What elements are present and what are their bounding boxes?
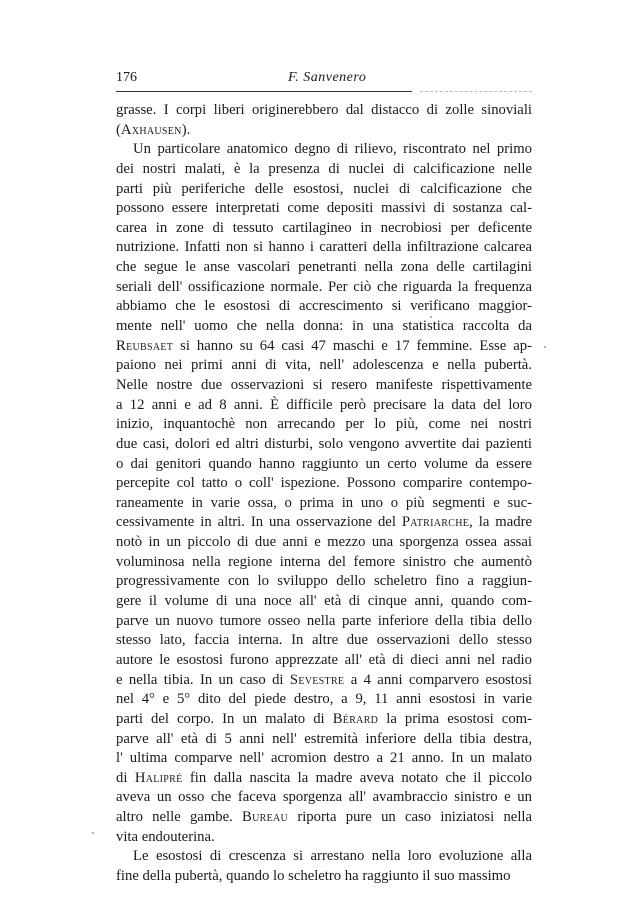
text-run: fin dalla nascita la madre aveva notato che il piccolo bbox=[182, 769, 532, 786]
page-header bbox=[116, 70, 532, 90]
text-line bbox=[116, 730, 532, 750]
author-name: Halipré bbox=[134, 769, 183, 786]
text-run: si hanno su 64 casi 47 maschi e 17 femmine. Esse ap- bbox=[173, 337, 532, 354]
text-line bbox=[116, 828, 532, 848]
text-run: progressivamente con lo sviluppo dello scheletro fino a raggiun- bbox=[116, 573, 532, 590]
text-line bbox=[116, 808, 532, 828]
text-line bbox=[116, 553, 532, 573]
text-run: Le esostosi di crescenza si arrestano nella loro evoluzione alla bbox=[133, 848, 532, 865]
paper-speck bbox=[544, 346, 546, 348]
text-run: possono essere interpretati come depositi massivi di sostanza cal- bbox=[116, 200, 532, 217]
text-run: parti del corpo. In un malato di bbox=[116, 710, 333, 727]
text-line bbox=[116, 219, 532, 239]
text-run: voluminosa nella regione interna del femore sinistro che aumentò bbox=[116, 553, 532, 570]
page-number: 176 bbox=[116, 70, 137, 85]
text-run: a 4 anni comparvero esostosi bbox=[344, 671, 532, 688]
text-line bbox=[116, 140, 532, 160]
text-run: ). bbox=[181, 121, 191, 138]
body-text bbox=[116, 101, 532, 887]
text-run: a 12 anni e ad 8 anni. È difficile però precisare la data del loro bbox=[116, 396, 532, 413]
text-line bbox=[116, 258, 532, 278]
text-run: inizio, inquantochè non arrecando per lo più, come nei nostri bbox=[116, 416, 532, 433]
text-run: raneamente in varie ossa, o prima in uno o più segmenti e suc- bbox=[116, 494, 532, 511]
text-line bbox=[116, 199, 532, 219]
paper-speck bbox=[92, 832, 94, 834]
text-run: carea in zone di tessuto cartilagineo in necrobiosi per deficente bbox=[116, 219, 532, 236]
paragraph bbox=[116, 101, 532, 140]
text-line bbox=[116, 297, 532, 317]
text-line bbox=[116, 847, 532, 867]
text-line bbox=[116, 278, 532, 298]
text-run: mente nell' uomo che nella donna: in una statistica raccolta da bbox=[116, 318, 532, 335]
text-run: autore le esostosi furono apprezzate all' età di dieci anni nel radio bbox=[116, 651, 532, 668]
text-run: Un particolare anatomico degno di rilievo, riscontrato nel primo bbox=[133, 141, 532, 158]
text-line bbox=[116, 671, 532, 691]
text-line bbox=[116, 121, 532, 141]
text-line bbox=[116, 356, 532, 376]
text-line bbox=[116, 769, 532, 789]
text-run: vita endouterina. bbox=[116, 828, 215, 845]
text-run: nel 4° e 5° dito del piede destro, a 9, 11 anni esostosi in varie bbox=[116, 691, 532, 708]
text-run: dei nostri malati, è la presenza di nuclei di calcificazione nelle bbox=[116, 160, 532, 177]
text-run: parve un nuovo tumore osseo nella parte inferiore della tibia dello bbox=[116, 612, 532, 629]
text-line bbox=[116, 474, 532, 494]
text-run: nutrizione. Infatti non si hanno i caratteri della infiltrazione calcarea bbox=[116, 239, 532, 256]
text-line bbox=[116, 690, 532, 710]
text-run: fine della pubertà, quando lo scheletro ha raggiunto il suo massimo bbox=[116, 867, 511, 884]
paper-speck bbox=[430, 316, 432, 318]
text-line bbox=[116, 513, 532, 533]
text-run: percepite col tatto o coll' ispezione. Possono comparire contempo- bbox=[116, 475, 532, 492]
text-run: due casi, dolori ed altri disturbi, solo vengono avvertite dai pazienti bbox=[116, 435, 532, 452]
text-run: stesso lato, faccia interna. In altre due osservazioni dello stesso bbox=[116, 632, 532, 649]
author-name: Bureau bbox=[242, 809, 289, 826]
text-line bbox=[116, 867, 532, 887]
text-run: ( bbox=[116, 121, 121, 138]
text-run: che segue le anse vascolari penetranti nella zona delle cartilagini bbox=[116, 259, 532, 276]
text-line bbox=[116, 651, 532, 671]
text-run: parti più periferiche delle esostosi, nuclei di calcificazione che bbox=[116, 180, 532, 197]
text-run: seriali dell' ossificazione normale. Per ciò che riguarda la frequenza bbox=[116, 278, 532, 295]
text-line bbox=[116, 396, 532, 416]
text-line bbox=[116, 415, 532, 435]
header-rule bbox=[116, 91, 412, 92]
text-run: parve all' età di 5 anni nell' estremità inferiore della tibia destra, bbox=[116, 730, 532, 747]
text-line bbox=[116, 317, 532, 337]
text-line bbox=[116, 631, 532, 651]
header-rule-faded bbox=[420, 91, 532, 92]
text-line bbox=[116, 592, 532, 612]
text-line bbox=[116, 238, 532, 258]
text-line bbox=[116, 180, 532, 200]
text-run: altro nelle gambe. bbox=[116, 809, 243, 826]
text-line bbox=[116, 572, 532, 592]
author-name: Sevestre bbox=[289, 671, 345, 688]
text-line bbox=[116, 788, 532, 808]
author-name: Patriarche bbox=[401, 514, 470, 531]
text-run: di bbox=[116, 769, 135, 786]
text-run: notò in un piccolo di due anni e mezzo una sporgenza ossea assai bbox=[116, 534, 532, 551]
text-run: l' ultima comparve nell' acromion destro a 21 anno. In un malato bbox=[116, 750, 532, 767]
text-run: gere il volume di una noce all' età di cinque anni, quando com- bbox=[116, 593, 532, 610]
text-line bbox=[116, 101, 532, 121]
text-run: cessivamente in altri. In una osservazione del bbox=[116, 514, 402, 531]
text-line bbox=[116, 494, 532, 514]
author-name: Reubsaet bbox=[116, 337, 174, 354]
text-run: la prima esostosi com- bbox=[378, 710, 532, 727]
text-run: o dai genitori quando hanno raggiunto un certo volume da essere bbox=[116, 455, 532, 472]
text-run: riporta pure un caso iniziatosi nella bbox=[288, 809, 532, 826]
paragraph bbox=[116, 847, 532, 886]
text-line bbox=[116, 455, 532, 475]
text-run: e nella tibia. In un caso di bbox=[116, 671, 290, 688]
text-line bbox=[116, 337, 532, 357]
author-name: Bérard bbox=[332, 710, 379, 727]
text-run: Nelle nostre due osservazioni si resero manifeste rispettivamente bbox=[116, 376, 532, 393]
paragraph bbox=[116, 140, 532, 847]
text-run: aveva un osso che faceva sporgenza all' avambraccio sinistro e un bbox=[116, 789, 532, 806]
running-head-author: F. Sanvenero bbox=[288, 70, 367, 85]
text-run: paiono nei primi anni di vita, nell' adolescenza e nella pubertà. bbox=[116, 357, 532, 374]
text-line bbox=[116, 435, 532, 455]
text-line bbox=[116, 160, 532, 180]
text-line bbox=[116, 533, 532, 553]
text-line bbox=[116, 749, 532, 769]
text-run: , la madre bbox=[469, 514, 532, 531]
author-name: Axhausen bbox=[120, 121, 182, 138]
text-line bbox=[116, 612, 532, 632]
text-line bbox=[116, 376, 532, 396]
text-run: grasse. I corpi liberi originerebbero dal distacco di zolle sinoviali bbox=[116, 102, 532, 118]
text-line bbox=[116, 710, 532, 730]
text-run: abbiamo che le esostosi di accrescimento si verificano maggior- bbox=[116, 298, 532, 315]
